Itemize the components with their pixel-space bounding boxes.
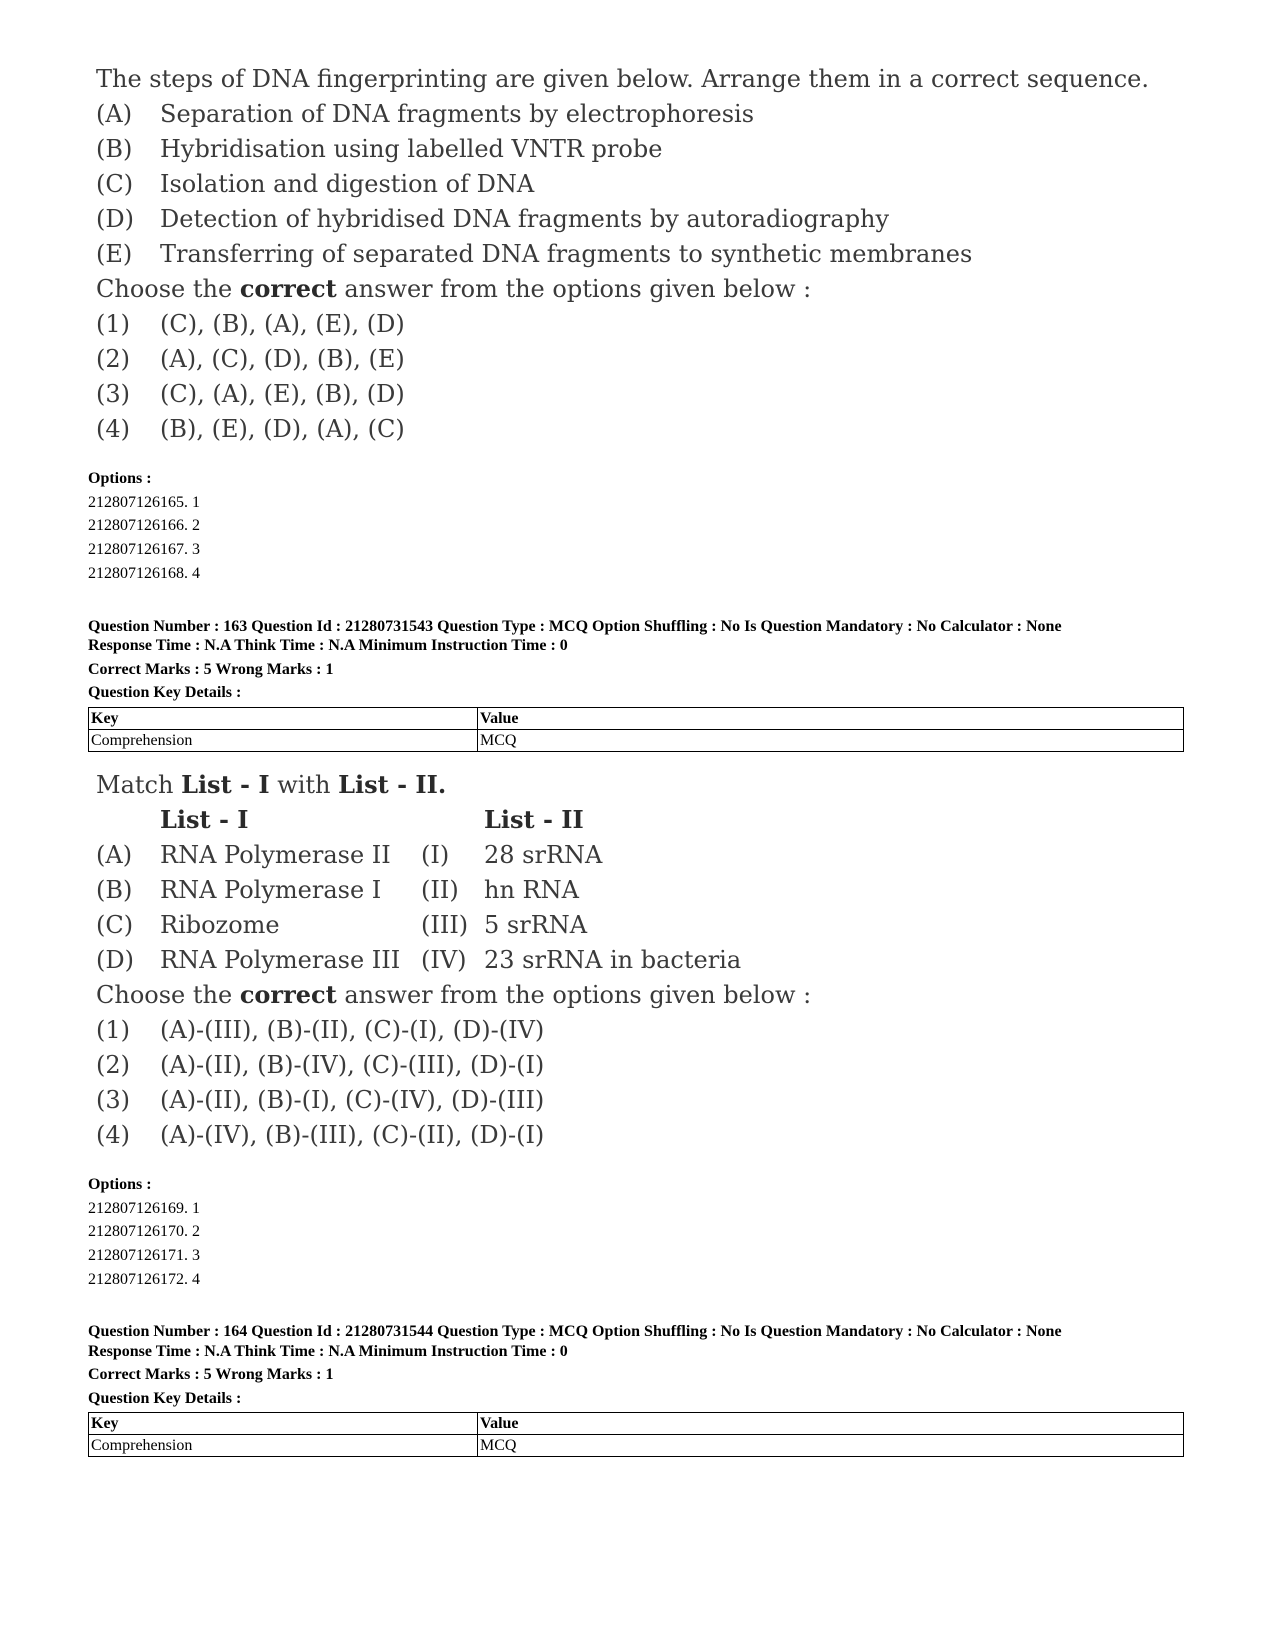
choose-instruction: Choose the correct answer from the options given below :: [96, 980, 812, 1009]
key-details-table: [88, 1412, 1184, 1457]
key-details-table: [88, 707, 1184, 752]
option-id: 212807126165. 1: [88, 494, 200, 511]
key-details-heading: Question Key Details :: [88, 1390, 242, 1407]
table-header-value: Value: [478, 708, 1184, 730]
question-162-image: [96, 64, 1149, 464]
choose-instruction: Choose the correct answer from the options given below :: [96, 274, 812, 303]
step-label: (A): [96, 100, 133, 128]
answer-label: (2): [96, 345, 130, 373]
question-meta-line: Question Number : 163 Question Id : 21280731543 Question Type : MCQ Option Shuffling : No Is Question Mandatory : No Calculator : None: [88, 618, 1062, 635]
option-id: 212807126168. 4: [88, 565, 200, 582]
answer-label: (4): [96, 415, 130, 443]
step-text: Separation of DNA fragments by electrophoresis: [160, 100, 755, 128]
table-header-row: [89, 1413, 1184, 1435]
option-id: 212807126171. 3: [88, 1247, 200, 1264]
table-cell-value: MCQ: [478, 1435, 1184, 1457]
answer-label: (1): [96, 1016, 130, 1044]
answer-text: (A), (C), (D), (B), (E): [160, 345, 405, 373]
table-header-value: Value: [478, 1413, 1184, 1435]
question-meta-line: Response Time : N.A Think Time : N.A Minimum Instruction Time : 0: [88, 637, 568, 654]
step-text: Detection of hybridised DNA fragments by autoradiography: [160, 205, 890, 233]
marks-line: Correct Marks : 5 Wrong Marks : 1: [88, 661, 334, 678]
answer-label: (2): [96, 1051, 130, 1079]
step-label: (C): [96, 170, 134, 198]
option-id: 212807126172. 4: [88, 1271, 200, 1288]
marks-line: Correct Marks : 5 Wrong Marks : 1: [88, 1366, 334, 1383]
answer-text: (A)-(III), (B)-(II), (C)-(I), (D)-(IV): [160, 1016, 545, 1044]
table-header-key: Key: [89, 708, 478, 730]
table-row: [89, 1435, 1184, 1457]
answer-label: (3): [96, 1086, 130, 1114]
table-cell-key: Comprehension: [89, 730, 478, 752]
option-id: 212807126170. 2: [88, 1223, 200, 1240]
answer-text: (A)-(IV), (B)-(III), (C)-(II), (D)-(I): [160, 1121, 545, 1149]
match-instruction: Match List - I with List - II.: [96, 770, 447, 799]
table-header-row: [89, 708, 1184, 730]
step-text: Transferring of separated DNA fragments to synthetic membranes: [160, 240, 973, 268]
table-cell-key: Comprehension: [89, 1435, 478, 1457]
step-text: Isolation and digestion of DNA: [160, 170, 535, 198]
answer-text: (A)-(II), (B)-(IV), (C)-(III), (D)-(I): [160, 1051, 545, 1079]
options-heading: Options :: [88, 1176, 152, 1193]
answer-text: (C), (B), (A), (E), (D): [160, 310, 405, 338]
option-id: 212807126166. 2: [88, 517, 200, 534]
step-label: (E): [96, 240, 133, 268]
answer-text: (A)-(II), (B)-(I), (C)-(IV), (D)-(III): [160, 1086, 545, 1114]
answer-text: (B), (E), (D), (A), (C): [160, 415, 405, 443]
list-2-heading: List - II: [484, 805, 584, 834]
question-prompt: The steps of DNA fingerprinting are given below. Arrange them in a correct sequence.: [96, 65, 1149, 93]
step-text: Hybridisation using labelled VNTR probe: [160, 135, 663, 163]
question-meta-line: Question Number : 164 Question Id : 21280731544 Question Type : MCQ Option Shuffling : No Is Question Mandatory : No Calculator : None: [88, 1323, 1062, 1340]
question-meta-line: Response Time : N.A Think Time : N.A Minimum Instruction Time : 0: [88, 1343, 568, 1360]
list-1-heading: List - I: [160, 805, 249, 834]
table-header-key: Key: [89, 1413, 478, 1435]
options-heading: Options :: [88, 470, 152, 487]
answer-label: (1): [96, 310, 130, 338]
option-id: 212807126167. 3: [88, 541, 200, 558]
step-label: (D): [96, 205, 134, 233]
answer-text: (C), (A), (E), (B), (D): [160, 380, 405, 408]
question-163-image: Match List - I with List - II. List - I List - II (A) RNA Polymerase II (I) 28 srRNA (B) RNA Polymerase I (II) hn RNA (C) Ribozome (III) 5 srRNA (D) RNA Polymerase III (IV) 23 srRNA in bacteria Choose the correct answer from the options given below : (1) (A)-(III), (B)-(II), (C)-(I), (D)-(IV) (2) (A)-(II), (B)-(IV), (C)-(III), (D)-(I) (3) (A)-(II), (B)-(I), (C)-(IV), (D)-(III) (4) (A)-(IV), (B)-(III), (C)-(II), (D)-(I): [96, 770, 812, 1149]
answer-label: (4): [96, 1121, 130, 1149]
answer-label: (3): [96, 380, 130, 408]
option-id: 212807126169. 1: [88, 1200, 200, 1217]
table-cell-value: MCQ: [478, 730, 1184, 752]
table-row: [89, 730, 1184, 752]
step-label: (B): [96, 135, 133, 163]
key-details-heading: Question Key Details :: [88, 684, 242, 701]
